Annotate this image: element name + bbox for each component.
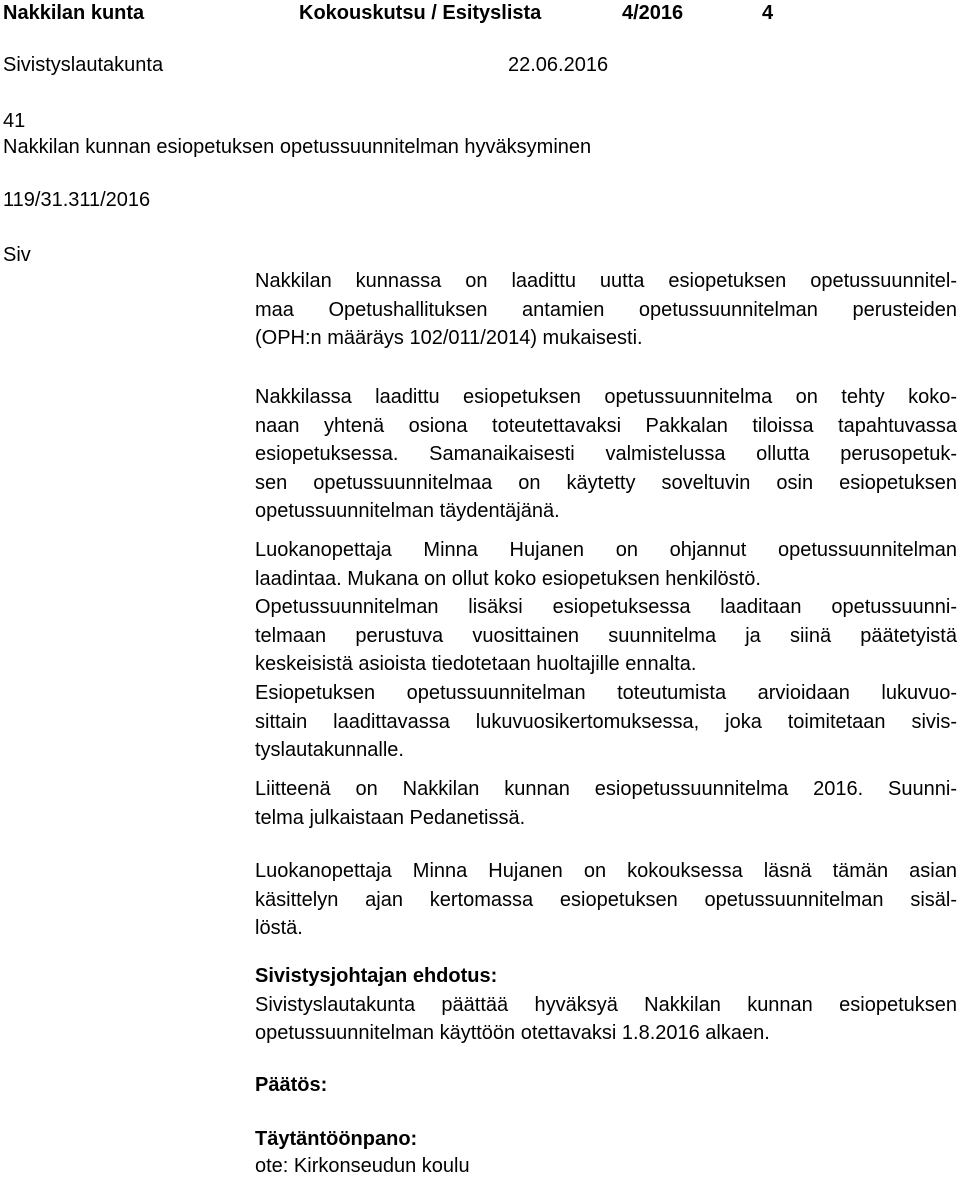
paragraph-preparation — [255, 536, 957, 765]
text-line: opetussuunnitelman täydentäjänä. — [255, 500, 560, 523]
header-number: 4/2016 — [622, 2, 684, 24]
header-date: 22.06.2016 — [508, 54, 609, 76]
header-page-number: 4 — [762, 2, 774, 24]
text-line: Luokanopettaja Minna Hujanen on kokouksessa läsnä tämän asian — [255, 860, 957, 882]
text-line: Sivistyslautakunta päättää hyväksyä Nakkilan kunnan esiopetuksen — [255, 993, 957, 1016]
text-line: telmaan perustuva vuosittainen suunnitelma ja siinä päätetyistä — [255, 624, 957, 647]
paragraph-plan-scope — [255, 383, 957, 526]
text-line: telma julkaistaan Pedanetissä. — [255, 806, 526, 829]
text-line: keskeisistä asioista tiedotetaan huoltajille ennalta. — [255, 653, 697, 676]
text-line: Esiopetuksen opetussuunnitelman toteutumista arvioidaan lukuvuo- — [255, 681, 957, 704]
paragraph-presentation — [255, 857, 957, 943]
text-line: laadintaa. Mukana on ollut koko esiopetuksen henkilöstö. — [255, 567, 761, 590]
proposal-heading: Sivistysjohtajan ehdotus: — [255, 965, 498, 987]
paragraph-intro — [255, 267, 957, 353]
text-line: tyslautakunnalle. — [255, 739, 404, 762]
execution-heading: Täytäntöönpano: — [255, 1128, 418, 1150]
text-line: Liitteenä on Nakkilan kunnan esiopetussuunnitelma 2016. Suunni- — [255, 778, 957, 800]
text-line: esiopetuksessa. Samanaikaisesti valmistelussa ollutta perusopetuk- — [255, 443, 957, 466]
item-reference: 119/31.311/2016 — [3, 189, 151, 211]
text-line: maa Opetushallituksen antamien opetussuunnitelman perusteiden — [255, 298, 957, 321]
text-line: käsittelyn ajan kertomassa esiopetuksen opetussuunnitelman sisäl- — [255, 888, 957, 911]
text-line: sittain laadittavassa lukuvuosikertomuksessa, joka toimitetaan sivis- — [255, 710, 957, 733]
item-title: Nakkilan kunnan esiopetuksen opetussuunnitelman hyväksyminen — [3, 136, 592, 158]
header-doc-type: Kokouskutsu / Esityslista — [299, 2, 542, 24]
paragraph-attachment — [255, 775, 957, 832]
section-code: Siv — [3, 244, 31, 266]
text-line: Nakkilan kunnassa on laadittu uutta esiopetuksen opetussuunnitel- — [255, 270, 957, 292]
decision-heading: Päätös: — [255, 1074, 328, 1096]
text-line: löstä. — [255, 917, 303, 940]
text-line: naan yhtenä osiona toteutettavaksi Pakkalan tiloissa tapahtuvassa — [255, 414, 957, 437]
text-line: Nakkilassa laadittu esiopetuksen opetussuunnitelma on tehty koko- — [255, 386, 957, 408]
text-line: Luokanopettaja Minna Hujanen on ohjannut opetussuunnitelman — [255, 539, 957, 561]
item-number: 41 — [3, 110, 26, 132]
text-line: Opetussuunnitelman lisäksi esiopetuksessa laaditaan opetussuunni- — [255, 596, 957, 619]
header-org: Nakkilan kunta — [3, 2, 145, 24]
text-line: opetussuunnitelman käyttöön otettavaksi 1.8.2016 alkaen. — [255, 1022, 770, 1045]
text-line: sen opetussuunnitelmaa on käytetty soveltuvin osin esiopetuksen — [255, 471, 957, 494]
header-committee: Sivistyslautakunta — [3, 54, 164, 76]
execution-text: ote: Kirkonseudun koulu — [255, 1155, 470, 1177]
text-line: (OPH:n määräys 102/011/2014) mukaisesti. — [255, 327, 643, 350]
proposal-section — [255, 962, 957, 1048]
